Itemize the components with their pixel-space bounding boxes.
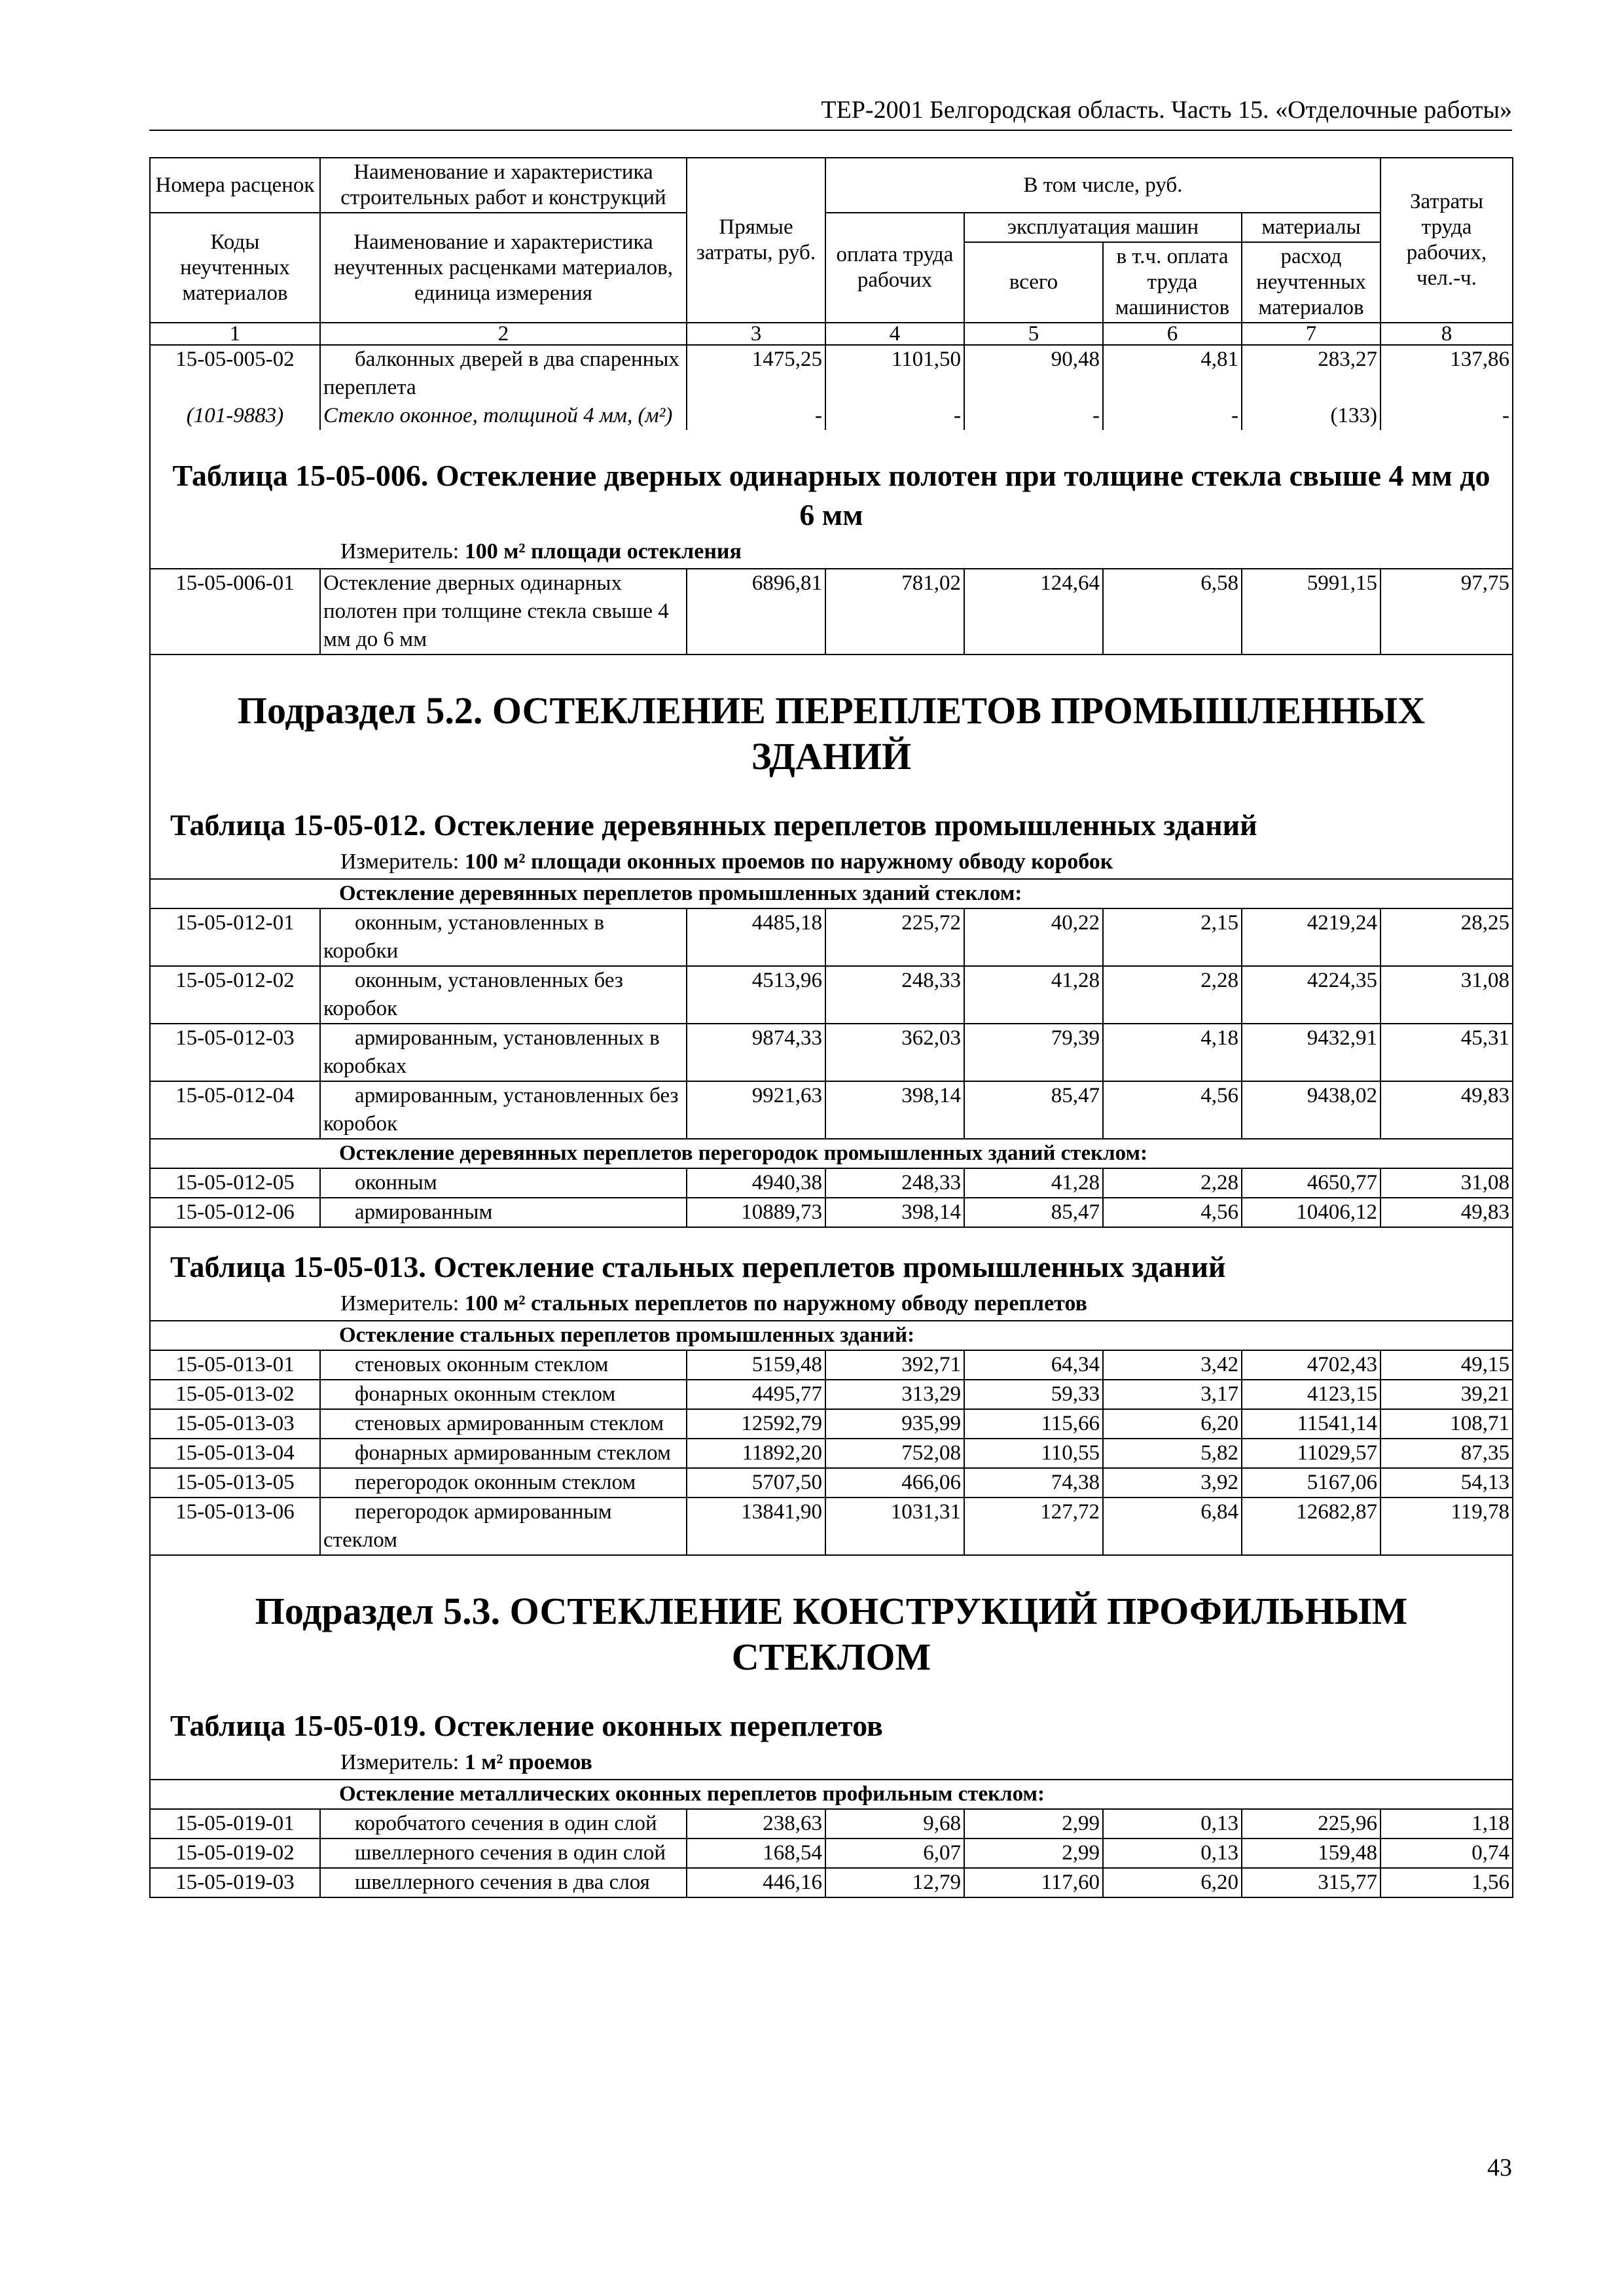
row-name: стеновых оконным стеклом (355, 1353, 609, 1376)
row-value: 87,35 (1380, 1439, 1513, 1468)
row-value: 4495,77 (687, 1380, 825, 1409)
row-name-cell (320, 1868, 687, 1897)
row-value: 79,39 (964, 1024, 1103, 1081)
row-value: 0,74 (1380, 1839, 1513, 1868)
table-row (150, 346, 1513, 402)
row-value: 238,63 (687, 1809, 825, 1839)
row-value: 2,99 (964, 1809, 1103, 1839)
row-name: перегородок оконным стеклом (355, 1471, 636, 1494)
row-value: 1,18 (1380, 1809, 1513, 1839)
row-value: 115,66 (964, 1409, 1103, 1439)
column-number: 8 (1380, 323, 1513, 345)
row-value: 117,60 (964, 1868, 1103, 1897)
row-code: 15-05-012-04 (150, 1081, 320, 1139)
table-row (150, 966, 1513, 1024)
column-number: 4 (825, 323, 964, 345)
row-value: - (1380, 402, 1513, 430)
row-name: оконным, установленных в коробки (323, 911, 605, 963)
header-wages: оплата труда рабочих (825, 213, 964, 323)
row-value: 12682,87 (1242, 1498, 1380, 1555)
row-value: 4485,18 (687, 908, 825, 966)
row-value: 168,54 (687, 1839, 825, 1868)
row-code: 15-05-019-03 (150, 1868, 320, 1897)
row-value: 398,14 (825, 1081, 964, 1139)
row-value: 97,75 (1380, 569, 1513, 655)
row-name-cell (320, 1809, 687, 1839)
table-012-subheading-2: Остекление деревянных переплетов перегородок промышленных зданий стеклом: (150, 1139, 1513, 1168)
row-value: 4,18 (1103, 1024, 1242, 1081)
row-name-cell (320, 346, 687, 402)
row-name-cell (320, 1198, 687, 1227)
row-value: 10406,12 (1242, 1198, 1380, 1227)
table-row (150, 1809, 1513, 1839)
row-name-cell (320, 966, 687, 1024)
row-value: 127,72 (964, 1498, 1103, 1555)
row-value: 9874,33 (687, 1024, 825, 1081)
row-name-cell (320, 569, 687, 655)
row-value: 108,71 (1380, 1409, 1513, 1439)
section-5-2-heading (150, 655, 1513, 879)
page-number: 43 (1487, 2154, 1512, 2181)
row-code: 15-05-013-02 (150, 1380, 320, 1409)
row-name-cell (320, 1468, 687, 1498)
row-name-cell (320, 1081, 687, 1139)
row-name-cell (320, 1439, 687, 1468)
section-5-2-title: Подраздел 5.2. ОСТЕКЛЕНИЕ ПЕРЕПЛЕТОВ ПРОМЫШЛЕННЫХ ЗДАНИЙ (237, 689, 1426, 778)
header-labor: Затраты труда рабочих, чел.-ч. (1380, 158, 1513, 323)
row-value: 3,17 (1103, 1380, 1242, 1409)
row-value: 2,28 (1103, 966, 1242, 1024)
row-value: 49,83 (1380, 1198, 1513, 1227)
row-name: коробчатого сечения в один слой (355, 1812, 657, 1835)
row-value: 4,81 (1103, 346, 1242, 402)
row-name: перегородок армированным стеклом (323, 1500, 612, 1552)
table-006-title: Таблица 15-05-006. Остекление дверных одинарных полотен при толщине стекла свыше 4 мм до 6 мм (172, 459, 1490, 531)
row-value: 9,68 (825, 1809, 964, 1839)
row-name: балконных дверей в два спаренных переплета (323, 348, 679, 399)
header-machines: эксплуатация машин (964, 213, 1242, 242)
running-header: ТЕР-2001 Белгородская область. Часть 15. «Отделочные работы» (821, 96, 1512, 124)
row-value: 752,08 (825, 1439, 964, 1468)
table-row (150, 1198, 1513, 1227)
row-value: 28,25 (1380, 908, 1513, 966)
table-row (150, 1380, 1513, 1409)
row-name: швеллерного сечения в два слоя (355, 1871, 650, 1894)
header-machinist-wages: в т.ч. оплата труда машинистов (1103, 242, 1242, 323)
section-5-3-title: Подраздел 5.3. ОСТЕКЛЕНИЕ КОНСТРУКЦИЙ ПРОФИЛЬНЫМ СТЕКЛОМ (255, 1590, 1408, 1678)
row-name-cell (320, 1168, 687, 1198)
row-code: 15-05-013-01 (150, 1350, 320, 1380)
row-value: 248,33 (825, 1168, 964, 1198)
row-value: 1031,31 (825, 1498, 964, 1555)
row-name-cell (320, 1839, 687, 1868)
row-value: 398,14 (825, 1198, 964, 1227)
row-code: 15-05-006-01 (150, 569, 320, 655)
row-value: 6,20 (1103, 1868, 1242, 1897)
row-name: швеллерного сечения в один слой (355, 1841, 666, 1865)
column-number: 1 (150, 323, 320, 345)
row-value: 4,56 (1103, 1081, 1242, 1139)
table-header (149, 157, 1513, 346)
header-codes: Номера расценок (150, 158, 320, 213)
row-value: 6,20 (1103, 1409, 1242, 1439)
row-value: 49,83 (1380, 1081, 1513, 1139)
row-value: 64,34 (964, 1350, 1103, 1380)
row-value: 9921,63 (687, 1081, 825, 1139)
row-code: 15-05-013-06 (150, 1498, 320, 1555)
row-value: 4123,15 (1242, 1380, 1380, 1409)
row-value: 4219,24 (1242, 908, 1380, 966)
table-006-heading (150, 430, 1513, 569)
row-value: 362,03 (825, 1024, 964, 1081)
row-value: 11892,20 (687, 1439, 825, 1468)
row-value: 466,06 (825, 1468, 964, 1498)
row-value: 10889,73 (687, 1198, 825, 1227)
row-value: 5159,48 (687, 1350, 825, 1380)
row-name: армированным (355, 1200, 493, 1224)
row-name-cell (320, 1024, 687, 1081)
row-value: 11541,14 (1242, 1409, 1380, 1439)
row-value: 4224,35 (1242, 966, 1380, 1024)
table-row (150, 1439, 1513, 1468)
table-row (150, 1868, 1513, 1897)
row-value: 4650,77 (1242, 1168, 1380, 1198)
row-value: 1101,50 (825, 346, 964, 402)
row-value: 5167,06 (1242, 1468, 1380, 1498)
row-value: 110,55 (964, 1439, 1103, 1468)
row-value: 935,99 (825, 1409, 964, 1439)
row-name: Стекло оконное, толщиной 4 мм, (м²) (323, 404, 673, 427)
row-name-cell (320, 908, 687, 966)
row-code: 15-05-005-02 (150, 346, 320, 402)
row-code: 15-05-012-02 (150, 966, 320, 1024)
header-uncounted-name: Наименование и характеристика неучтенных расценками материалов, единица измерения (320, 213, 687, 323)
row-value: 6,07 (825, 1839, 964, 1868)
table-row (150, 908, 1513, 966)
row-value: 59,33 (964, 1380, 1103, 1409)
row-code: 15-05-012-05 (150, 1168, 320, 1198)
row-name: армированным, установленных без коробок (323, 1084, 679, 1136)
row-value: 3,42 (1103, 1350, 1242, 1380)
table-row (150, 1839, 1513, 1868)
row-value: 5991,15 (1242, 569, 1380, 655)
row-value: 159,48 (1242, 1839, 1380, 1868)
row-value: 6,84 (1103, 1498, 1242, 1555)
row-name: оконным, установленных без коробок (323, 969, 623, 1020)
row-value: 41,28 (964, 1168, 1103, 1198)
table-013-heading (150, 1227, 1513, 1321)
table-013-subheading: Остекление стальных переплетов промышленных зданий: (150, 1321, 1513, 1350)
row-value: 4702,43 (1242, 1350, 1380, 1380)
row-value: 54,13 (1380, 1468, 1513, 1498)
table-row (150, 1024, 1513, 1081)
row-value: 3,92 (1103, 1468, 1242, 1498)
row-value: 6,58 (1103, 569, 1242, 655)
row-value: 124,64 (964, 569, 1103, 655)
row-name-cell (320, 402, 687, 430)
row-value: 9438,02 (1242, 1081, 1380, 1139)
row-value: 313,29 (825, 1380, 964, 1409)
row-value: - (687, 402, 825, 430)
row-code: (101-9883) (150, 402, 320, 430)
row-value: 31,08 (1380, 1168, 1513, 1198)
row-name-cell (320, 1498, 687, 1555)
row-value: 781,02 (825, 569, 964, 655)
row-value: 4513,96 (687, 966, 825, 1024)
row-value: 12,79 (825, 1868, 964, 1897)
column-number: 6 (1103, 323, 1242, 345)
row-value: 39,21 (1380, 1380, 1513, 1409)
row-code: 15-05-013-03 (150, 1409, 320, 1439)
row-name-cell (320, 1350, 687, 1380)
row-value: 4,56 (1103, 1198, 1242, 1227)
row-value: 0,13 (1103, 1839, 1242, 1868)
table-row (150, 1350, 1513, 1380)
header-materials: материалы (1242, 213, 1380, 242)
row-name-cell (320, 1409, 687, 1439)
row-value: 446,16 (687, 1868, 825, 1897)
header-rule (149, 130, 1512, 131)
row-code: 15-05-012-06 (150, 1198, 320, 1227)
table-row (150, 1081, 1513, 1139)
table-body (149, 346, 1513, 1898)
row-value: 13841,90 (687, 1498, 825, 1555)
row-name: фонарных оконным стеклом (355, 1382, 616, 1406)
row-name: Остекление дверных одинарных полотен при толщине стекла свыше 4 мм до 6 мм (323, 571, 669, 651)
column-number: 3 (687, 323, 825, 345)
row-value: 283,27 (1242, 346, 1380, 402)
row-value: 119,78 (1380, 1498, 1513, 1555)
row-value: 85,47 (964, 1081, 1103, 1139)
row-value: 45,31 (1380, 1024, 1513, 1081)
row-value: 12592,79 (687, 1409, 825, 1439)
row-name: стеновых армированным стеклом (355, 1412, 664, 1435)
document-table-frame (149, 157, 1512, 2121)
row-value: - (964, 402, 1103, 430)
row-value: 5707,50 (687, 1468, 825, 1498)
row-value: 392,71 (825, 1350, 964, 1380)
table-019-subheading: Остекление металлических оконных переплетов профильным стеклом: (150, 1780, 1513, 1809)
column-number: 5 (964, 323, 1103, 345)
table-013-meter: Измеритель: 100 м² стальных переплетов по наружному обводу переплетов (340, 1291, 1087, 1316)
table-row (150, 1409, 1513, 1439)
column-number: 7 (1242, 323, 1380, 345)
row-value: 137,86 (1380, 346, 1513, 402)
row-value: 1,56 (1380, 1868, 1513, 1897)
row-code: 15-05-019-02 (150, 1839, 320, 1868)
row-name: оконным (355, 1171, 437, 1194)
table-row (150, 1498, 1513, 1555)
row-value: 11029,57 (1242, 1439, 1380, 1468)
row-value: 225,96 (1242, 1809, 1380, 1839)
row-value: 2,28 (1103, 1168, 1242, 1198)
row-value: 315,77 (1242, 1868, 1380, 1897)
row-value: 0,13 (1103, 1809, 1242, 1839)
row-value: 31,08 (1380, 966, 1513, 1024)
row-value: (133) (1242, 402, 1380, 430)
header-direct-costs: Прямые затраты, руб. (687, 158, 825, 323)
table-row (150, 402, 1513, 430)
row-code: 15-05-013-05 (150, 1468, 320, 1498)
row-name-cell (320, 1380, 687, 1409)
row-value: 6896,81 (687, 569, 825, 655)
section-5-3-heading (150, 1555, 1513, 1780)
row-value: 40,22 (964, 908, 1103, 966)
row-value: 4940,38 (687, 1168, 825, 1198)
column-number: 2 (320, 323, 687, 345)
row-value: 225,72 (825, 908, 964, 966)
row-value: 49,15 (1380, 1350, 1513, 1380)
row-value: 74,38 (964, 1468, 1103, 1498)
row-value: 2,99 (964, 1839, 1103, 1868)
row-code: 15-05-012-03 (150, 1024, 320, 1081)
row-value: 1475,25 (687, 346, 825, 402)
row-code: 15-05-012-01 (150, 908, 320, 966)
row-value: 248,33 (825, 966, 964, 1024)
row-value: 41,28 (964, 966, 1103, 1024)
row-value: 85,47 (964, 1198, 1103, 1227)
table-012-meter: Измеритель: 100 м² площади оконных проемов по наружному обводу коробок (340, 850, 1113, 874)
header-name: Наименование и характеристика строительных работ и конструкций (320, 158, 687, 213)
row-value: 90,48 (964, 346, 1103, 402)
table-006-meter: Измеритель: 100 м² площади остекления (340, 539, 742, 564)
row-value: - (1103, 402, 1242, 430)
table-019-title: Таблица 15-05-019. Остекление оконных переплетов (170, 1709, 883, 1742)
row-code: 15-05-013-04 (150, 1439, 320, 1468)
table-012-title: Таблица 15-05-012. Остекление деревянных переплетов промышленных зданий (170, 808, 1257, 842)
table-012-subheading-1: Остекление деревянных переплетов промышленных зданий стеклом: (150, 879, 1513, 908)
table-row (150, 1168, 1513, 1198)
row-code: 15-05-019-01 (150, 1809, 320, 1839)
header-including: В том числе, руб. (825, 158, 1380, 213)
row-value: - (825, 402, 964, 430)
header-uncounted-codes: Коды неучтенных материалов (150, 213, 320, 323)
header-uncounted-materials: расход неучтенных материалов (1242, 242, 1380, 323)
row-name: армированным, установленных в коробках (323, 1026, 660, 1078)
header-machines-total: всего (964, 242, 1103, 323)
table-row (150, 1468, 1513, 1498)
row-name: фонарных армированным стеклом (355, 1441, 671, 1465)
row-value: 2,15 (1103, 908, 1242, 966)
table-019-meter: Измеритель: 1 м² проемов (340, 1750, 592, 1774)
table-013-title: Таблица 15-05-013. Остекление стальных переплетов промышленных зданий (170, 1250, 1226, 1283)
row-value: 5,82 (1103, 1439, 1242, 1468)
row-value: 9432,91 (1242, 1024, 1380, 1081)
table-row (150, 569, 1513, 655)
